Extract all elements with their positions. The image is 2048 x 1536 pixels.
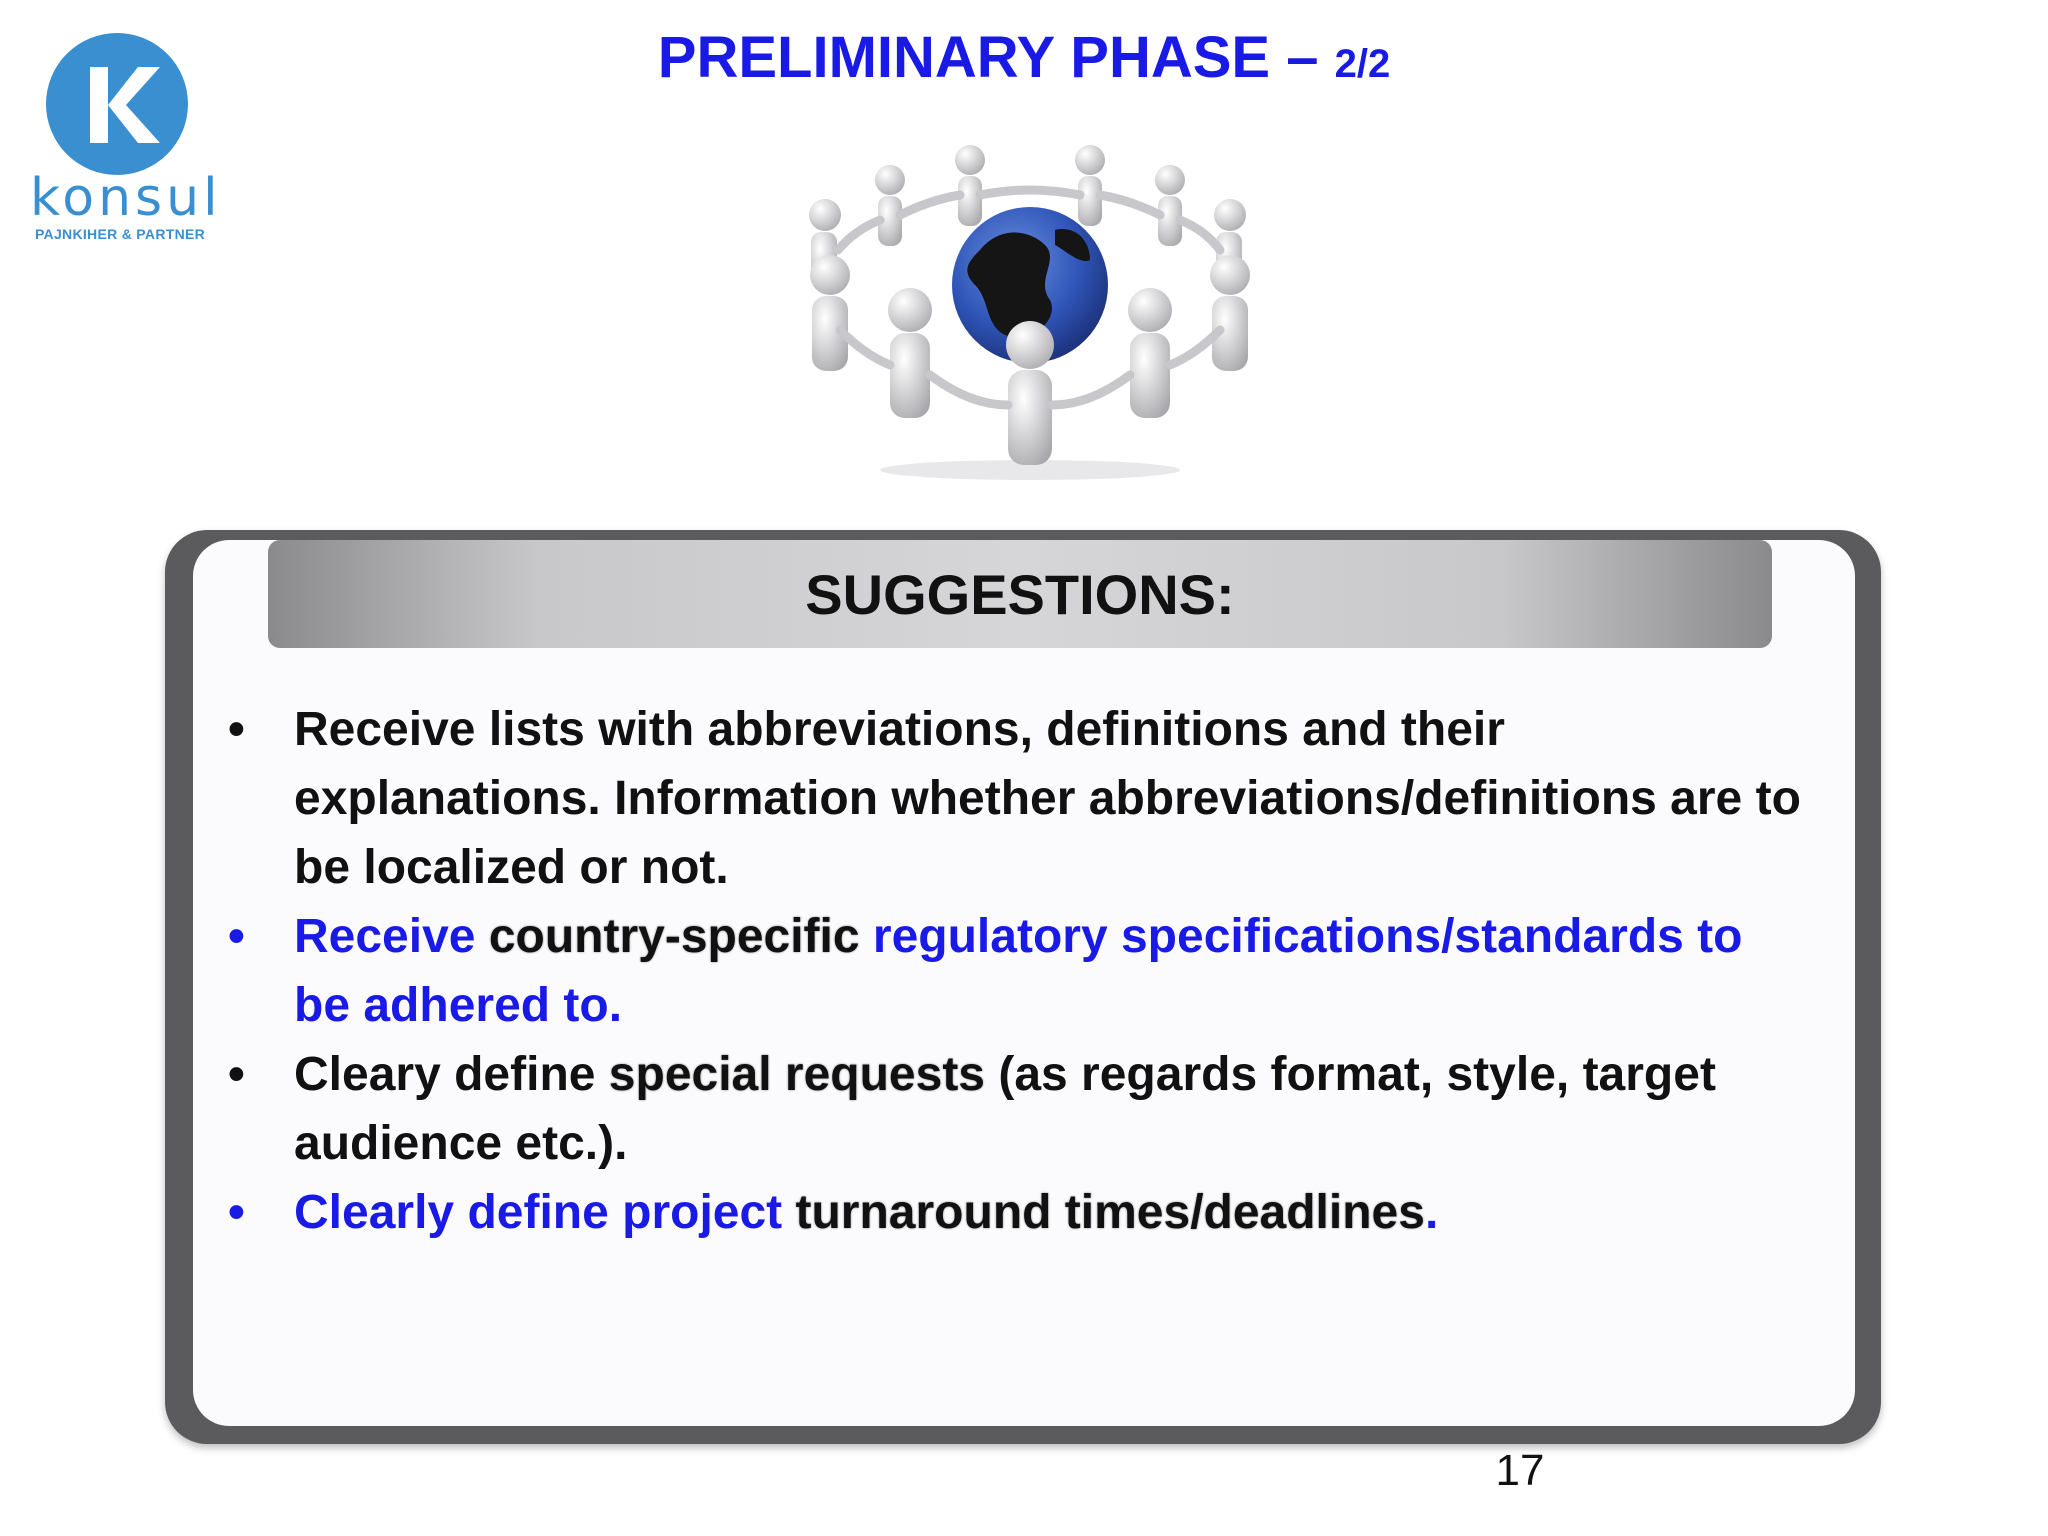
suggestions-header-label: SUGGESTIONS: xyxy=(805,562,1235,626)
list-item-text: (as regards format, style, target audience etc.). xyxy=(294,1048,1716,1170)
list-item-text: Receive lists with abbreviations, definitions and their explanations. Information whether abbreviations/definitions are to be localized or not. xyxy=(294,703,1801,894)
logo-name: konsul xyxy=(30,168,222,228)
list-item xyxy=(224,1178,1804,1247)
list-item-emphasis: special requests xyxy=(608,1048,985,1101)
list-item xyxy=(224,902,1804,1040)
bullet-dot: • xyxy=(228,910,245,963)
slide-title xyxy=(0,24,2048,91)
title-main: PRELIMINARY PHASE – xyxy=(657,25,1335,90)
list-item-emphasis: turnaround times/deadlines xyxy=(795,1186,1425,1239)
list-item-text: regulatory specifications/standards to be adhered to. xyxy=(294,910,1743,1032)
list-item-text: Receive xyxy=(294,910,489,963)
bullet-dot: • xyxy=(228,1048,245,1101)
list-item-emphasis: country-specific xyxy=(488,910,860,963)
suggestions-header xyxy=(268,540,1772,648)
list-item xyxy=(224,1040,1804,1178)
list-item-text: Cleary define xyxy=(294,1048,609,1101)
suggestions-list xyxy=(224,695,1804,1247)
list-item xyxy=(224,695,1804,902)
title-sub: 2/2 xyxy=(1334,42,1391,86)
people-around-globe-icon xyxy=(790,140,1270,485)
list-item-text: Clearly define project xyxy=(294,1186,796,1239)
page-number: 17 xyxy=(1495,1446,1545,1495)
logo-subtitle: PAJNKIHER & PARTNER xyxy=(34,226,206,242)
bullet-dot: • xyxy=(228,703,245,756)
bullet-dot: • xyxy=(228,1186,245,1239)
list-item-text: . xyxy=(1424,1186,1439,1239)
